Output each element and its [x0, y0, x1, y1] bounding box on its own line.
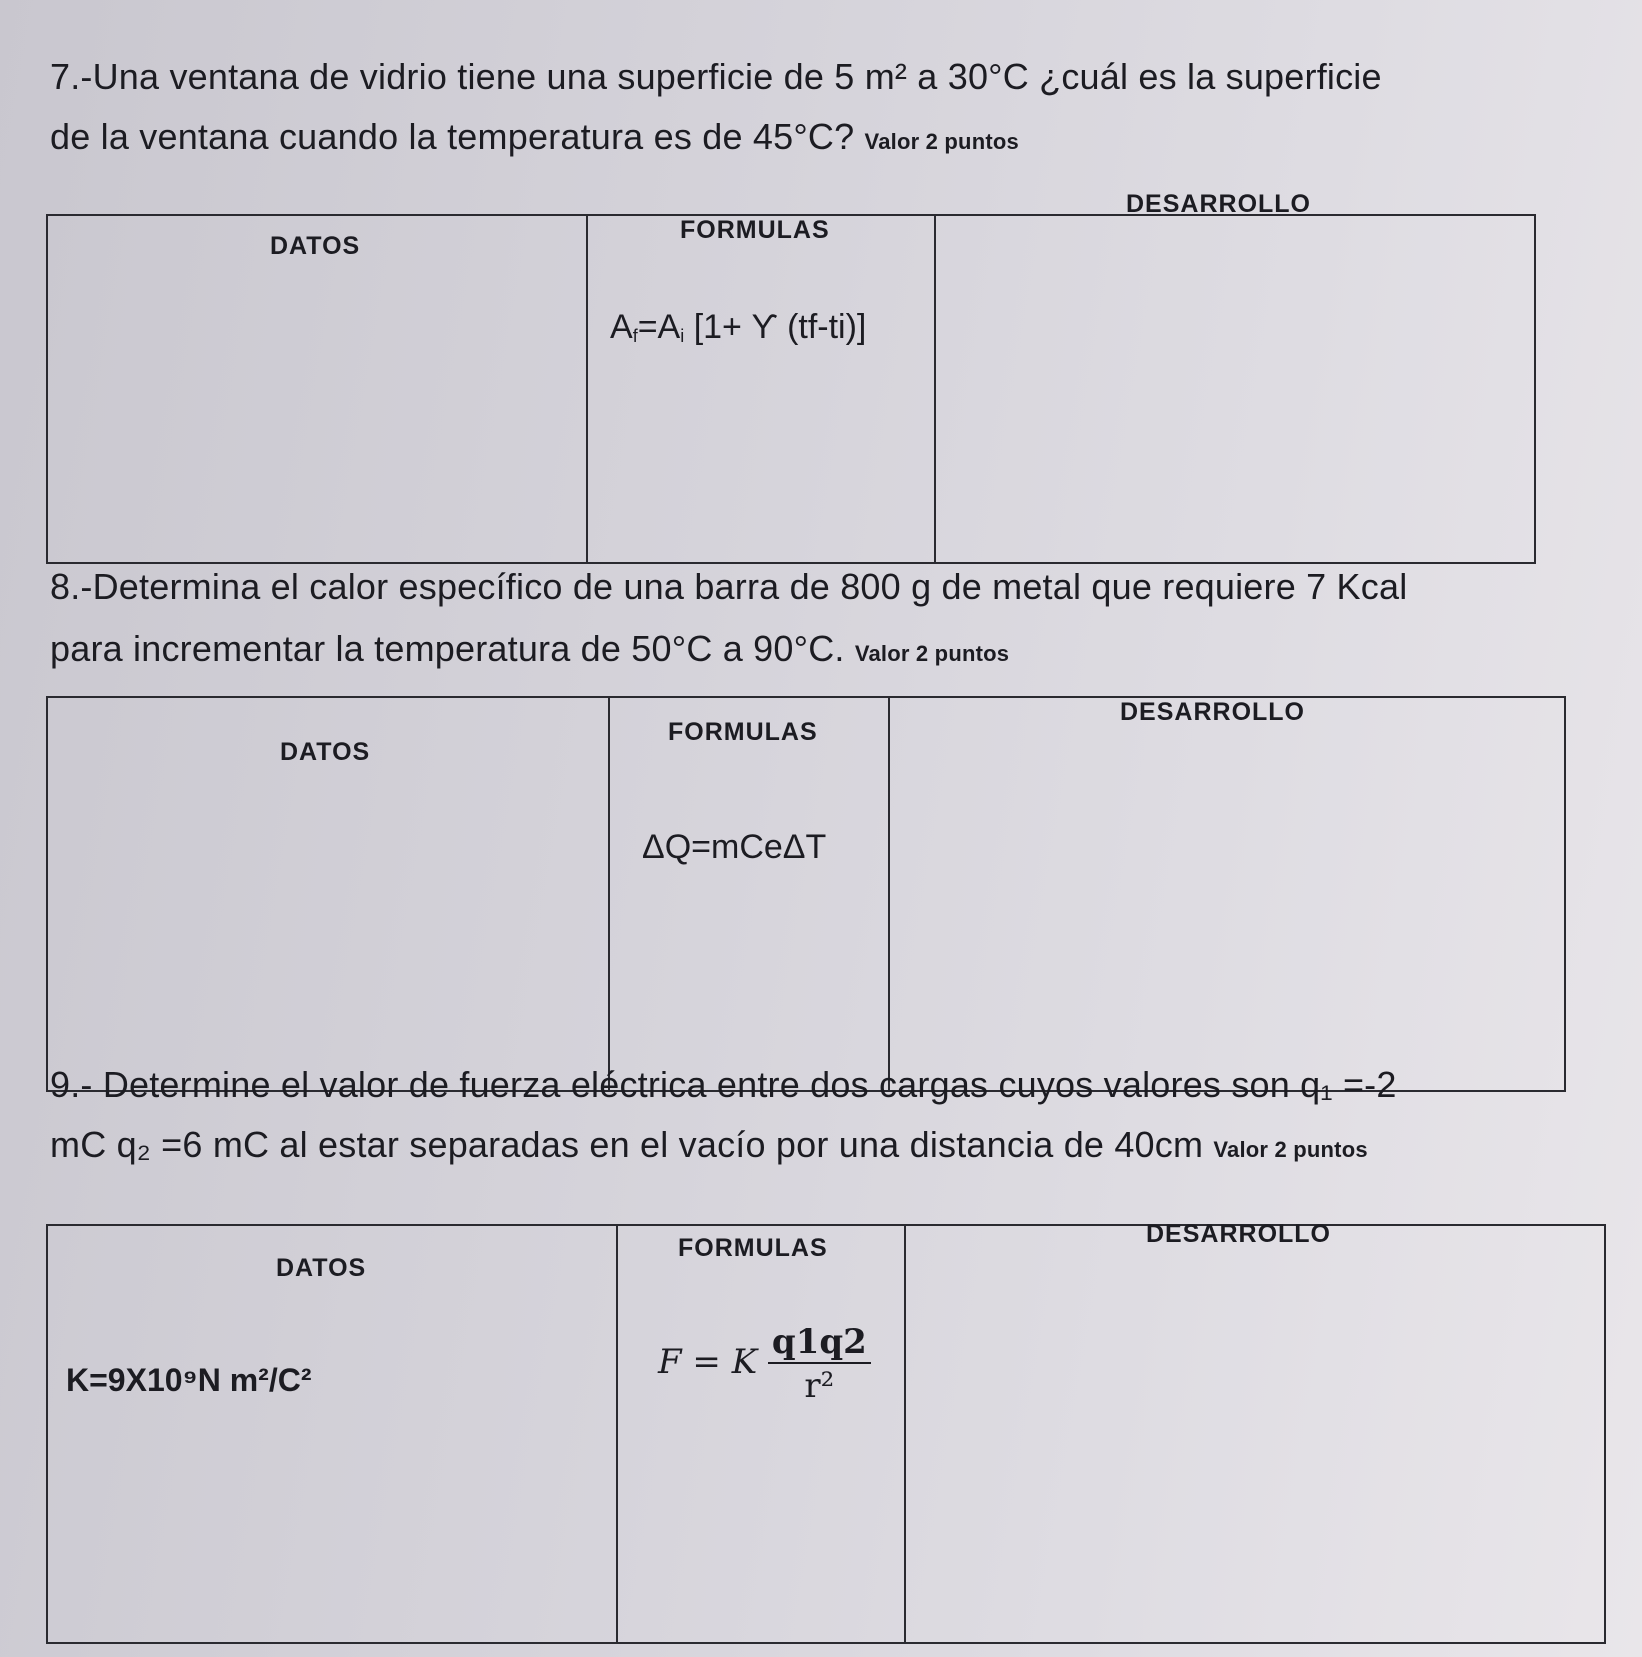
q9-formula: F = K $\frac{q1q2}{\text{r²}}$ [658, 1322, 871, 1406]
q9-line2: mC q₂ =6 mC al estar separadas en el vacío por una distancia de 40cm [50, 1124, 1204, 1165]
q9-table [46, 1220, 1606, 1644]
q9-datos-header: DATOS [276, 1254, 367, 1282]
q8-datos-header: DATOS [280, 738, 371, 766]
q9-datos-cell[interactable] [48, 1226, 618, 1642]
q8-line1: 8.-Determina el calor específico de una barra de 800 g de metal que requiere 7 Kcal [50, 566, 1408, 607]
q8-datos-cell[interactable] [48, 698, 610, 1090]
q7-table [46, 190, 1536, 564]
q7-desarrollo-header: DESARROLLO [1126, 190, 1311, 218]
q9-line1: 9.- Determine el valor de fuerza eléctrica entre dos cargas cuyos valores son q₁ =-2 [50, 1064, 1397, 1105]
q7-line2: de la ventana cuando la temperatura es de 45°C? [50, 116, 855, 157]
q7-formulas-header: FORMULAS [680, 216, 830, 244]
q8-valor: Valor 2 puntos [854, 641, 1010, 666]
q9-desarrollo-cell[interactable] [906, 1220, 1604, 1642]
q7-line1: 7.-Una ventana de vidrio tiene una superficie de 5 m² a 30°C ¿cuál es la superficie [50, 56, 1382, 97]
q9-formulas-cell[interactable] [618, 1226, 906, 1642]
q9-k-constant: K=9X10⁹N m²/C² [66, 1362, 312, 1398]
q9-formulas-header: FORMULAS [678, 1234, 828, 1262]
q8-line2-wrap [50, 628, 1009, 670]
q7-formulas-cell[interactable] [588, 216, 936, 562]
q8-desarrollo-cell[interactable] [890, 698, 1564, 1090]
q8-formulas-header: FORMULAS [668, 718, 818, 746]
q9-desarrollo-header: DESARROLLO [1146, 1220, 1331, 1248]
q8-table [46, 696, 1566, 1092]
q9-formula-denominator: r² [804, 1366, 835, 1406]
q8-formulas-cell[interactable] [610, 698, 890, 1090]
q7-datos-cell[interactable] [48, 216, 588, 562]
q8-line2: para incrementar la temperatura de 50°C a 90°C. [50, 628, 845, 669]
q9-formula-numerator: q1q2 [768, 1322, 871, 1364]
q7-line2-wrap [50, 116, 1019, 158]
q9-valor: Valor 2 puntos [1213, 1137, 1368, 1162]
q8-formula: ΔQ=mCeΔT [642, 828, 827, 866]
q7-desarrollo-cell[interactable] [936, 190, 1534, 562]
q8-desarrollo-header: DESARROLLO [1120, 698, 1305, 726]
q7-formula: $A_f=A_i$ [1+ ϒ (tf-ti)] [610, 308, 867, 346]
q9-line2-wrap [50, 1124, 1368, 1166]
q7-valor: Valor 2 puntos [864, 129, 1019, 154]
q7-datos-header: DATOS [270, 232, 361, 260]
